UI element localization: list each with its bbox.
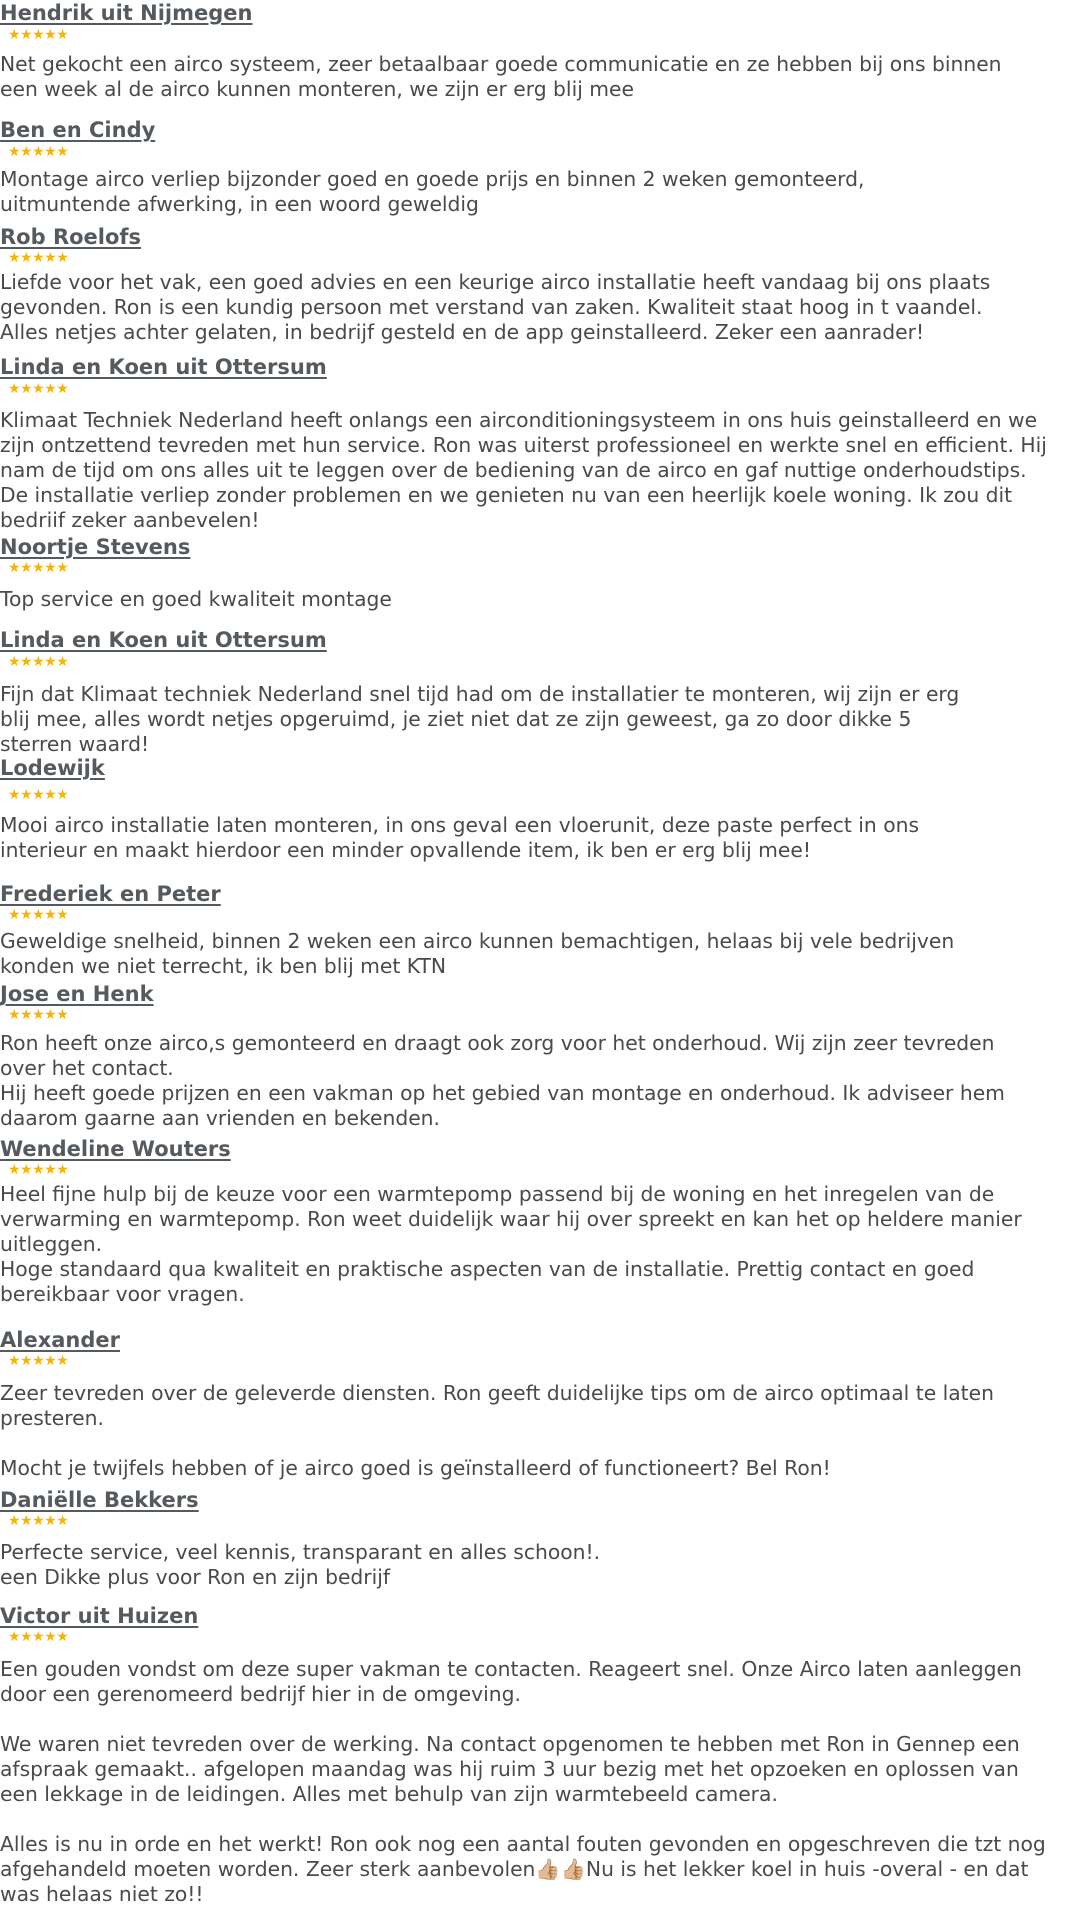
review-item bbox=[0, 627, 1070, 757]
review-text: Klimaat Techniek Nederland heeft onlangs een airconditioningsysteem in ons huis geinstalleerd en we zijn ontzettend tevreden met hun service. Ron was uiterst professioneel en werkte snel en efficient. Hij nam de tijd om ons alles uit te leggen over de bediening van de airco en gaf nuttige onderhoudstips. De installatie verliep zonder problemen en we genieten nu van een heerlijk koele woning. Ik zou dit bedriif zeker aanbevelen! bbox=[0, 408, 1047, 532]
reviewer-name[interactable]: Rob Roelofs bbox=[0, 225, 142, 249]
review-item bbox=[0, 881, 1070, 979]
star-rating-icon: ★★★★★ bbox=[8, 787, 69, 803]
review-text: Zeer tevreden over de geleverde diensten. Ron geeft duidelijke tips om de airco optimaal te laten presteren. Mocht je twijfels hebben of je airco goed is geïnstalleerd of functioneert? Bel Ron! bbox=[0, 1381, 994, 1480]
review-item bbox=[0, 0, 1070, 102]
review-text: Net gekocht een airco systeem, zeer betaalbaar goede communicatie en ze hebben bij ons binnen een week al de airco kunnen monteren, we zijn er erg blij mee bbox=[0, 52, 1002, 101]
review-item bbox=[0, 354, 1070, 533]
star-rating-icon: ★★★★★ bbox=[8, 560, 69, 576]
star-rating-icon: ★★★★★ bbox=[8, 1513, 69, 1529]
review-item bbox=[0, 1136, 1070, 1307]
review-text: Top service en goed kwaliteit montage bbox=[0, 587, 392, 611]
reviewer-name[interactable]: Alexander bbox=[0, 1328, 120, 1352]
review-item bbox=[0, 117, 1070, 217]
star-rating-icon: ★★★★★ bbox=[8, 27, 69, 43]
review-text: Perfecte service, veel kennis, transparant en alles schoon!. een Dikke plus voor Ron en zijn bedrijf bbox=[0, 1540, 601, 1589]
star-rating-icon: ★★★★★ bbox=[8, 1353, 69, 1369]
reviewer-name[interactable]: Lodewijk bbox=[0, 756, 105, 780]
reviewer-name[interactable]: Linda en Koen uit Ottersum bbox=[0, 355, 327, 379]
review-text: Mooi airco installatie laten monteren, in ons geval een vloerunit, deze paste perfect in ons interieur en maakt hierdoor een minder opvallende item, ik ben er erg blij mee! bbox=[0, 813, 920, 862]
review-text: Een gouden vondst om deze super vakman te contacten. Reageert snel. Onze Airco laten aanleggen door een gerenomeerd bedrijf hier in de omgeving. We waren niet tevreden over de werking. Na contact opgenomen te hebben met Ron in Gennep een afspraak gemaakt.. afgelopen maandag was hij ruim 3 uur bezig met het opzoeken en oplossen van een lekkage in de leidingen. Alles met behulp van zijn warmtebeeld camera. Alles is nu in orde en het werkt! Ron ook nog een aantal fouten gevonden en opgeschreven die tzt nog afgehandeld moeten worden. Zeer sterk aanbevolen👍🏼👍🏼Nu is het lekker koel in huis -overal - en dat was helaas niet zo!! bbox=[0, 1657, 1046, 1906]
review-text: Montage airco verliep bijzonder goed en goede prijs en binnen 2 weken gemonteerd, uitmuntende afwerking, in een woord geweldig bbox=[0, 167, 865, 216]
review-text: Ron heeft onze airco,s gemonteerd en draagt ook zorg voor het onderhoud. Wij zijn zeer tevreden over het contact. Hij heeft goede prijzen en een vakman op het gebied van montage en onderhoud. Ik adviseer hem daarom gaarne aan vrienden en bekenden. bbox=[0, 1031, 1005, 1130]
star-rating-icon: ★★★★★ bbox=[8, 1162, 69, 1178]
review-item bbox=[0, 534, 1070, 612]
review-item bbox=[0, 224, 1070, 345]
star-rating-icon: ★★★★★ bbox=[8, 654, 69, 670]
review-text: Geweldige snelheid, binnen 2 weken een airco kunnen bemachtigen, helaas bij vele bedrijven konden we niet terrecht, ik ben blij met KTN bbox=[0, 929, 955, 978]
review-text: Fijn dat Klimaat techniek Nederland snel tijd had om de installatier te monteren, wij zijn er erg blij mee, alles wordt netjes opgeruimd, je ziet niet dat ze zijn geweest, ga zo door dikke 5 sterren waard! bbox=[0, 682, 960, 756]
reviewer-name[interactable]: Frederiek en Peter bbox=[0, 882, 221, 906]
review-item bbox=[0, 1603, 1070, 1907]
review-text: Heel fijne hulp bij de keuze voor een warmtepomp passend bij de woning en het inregelen van de verwarming en warmtepomp. Ron weet duidelijk waar hij over spreekt en kan het op heldere manier uitleggen. Hoge standaard qua kwaliteit en praktische aspecten van de installatie. Prettig contact en goed bereikbaar voor vragen. bbox=[0, 1182, 1022, 1306]
star-rating-icon: ★★★★★ bbox=[8, 1007, 69, 1023]
star-rating-icon: ★★★★★ bbox=[8, 144, 69, 160]
reviewer-name[interactable]: Ben en Cindy bbox=[0, 118, 156, 142]
review-item bbox=[0, 1487, 1070, 1590]
star-rating-icon: ★★★★★ bbox=[8, 907, 69, 923]
reviewer-name[interactable]: Wendeline Wouters bbox=[0, 1137, 231, 1161]
review-item bbox=[0, 1327, 1070, 1481]
star-rating-icon: ★★★★★ bbox=[8, 250, 69, 266]
review-item bbox=[0, 981, 1070, 1131]
reviewer-name[interactable]: Noortje Stevens bbox=[0, 535, 191, 559]
star-rating-icon: ★★★★★ bbox=[8, 1629, 69, 1645]
reviewer-name[interactable]: Victor uit Huizen bbox=[0, 1604, 199, 1628]
review-text: Liefde voor het vak, een goed advies en een keurige airco installatie heeft vandaag bij ons plaats gevonden. Ron is een kundig persoon met verstand van zaken. Kwaliteit staat hoog in t vaandel. Alles netjes achter gelaten, in bedrijf gesteld en de app geinstalleerd. Zeker een aanrader! bbox=[0, 270, 991, 344]
reviewer-name[interactable]: Jose en Henk bbox=[0, 982, 154, 1006]
reviewer-name[interactable]: Hendrik uit Nijmegen bbox=[0, 1, 253, 25]
reviewer-name[interactable]: Linda en Koen uit Ottersum bbox=[0, 628, 327, 652]
star-rating-icon: ★★★★★ bbox=[8, 381, 69, 397]
review-item bbox=[0, 755, 1070, 863]
reviewer-name[interactable]: Daniëlle Bekkers bbox=[0, 1488, 199, 1512]
